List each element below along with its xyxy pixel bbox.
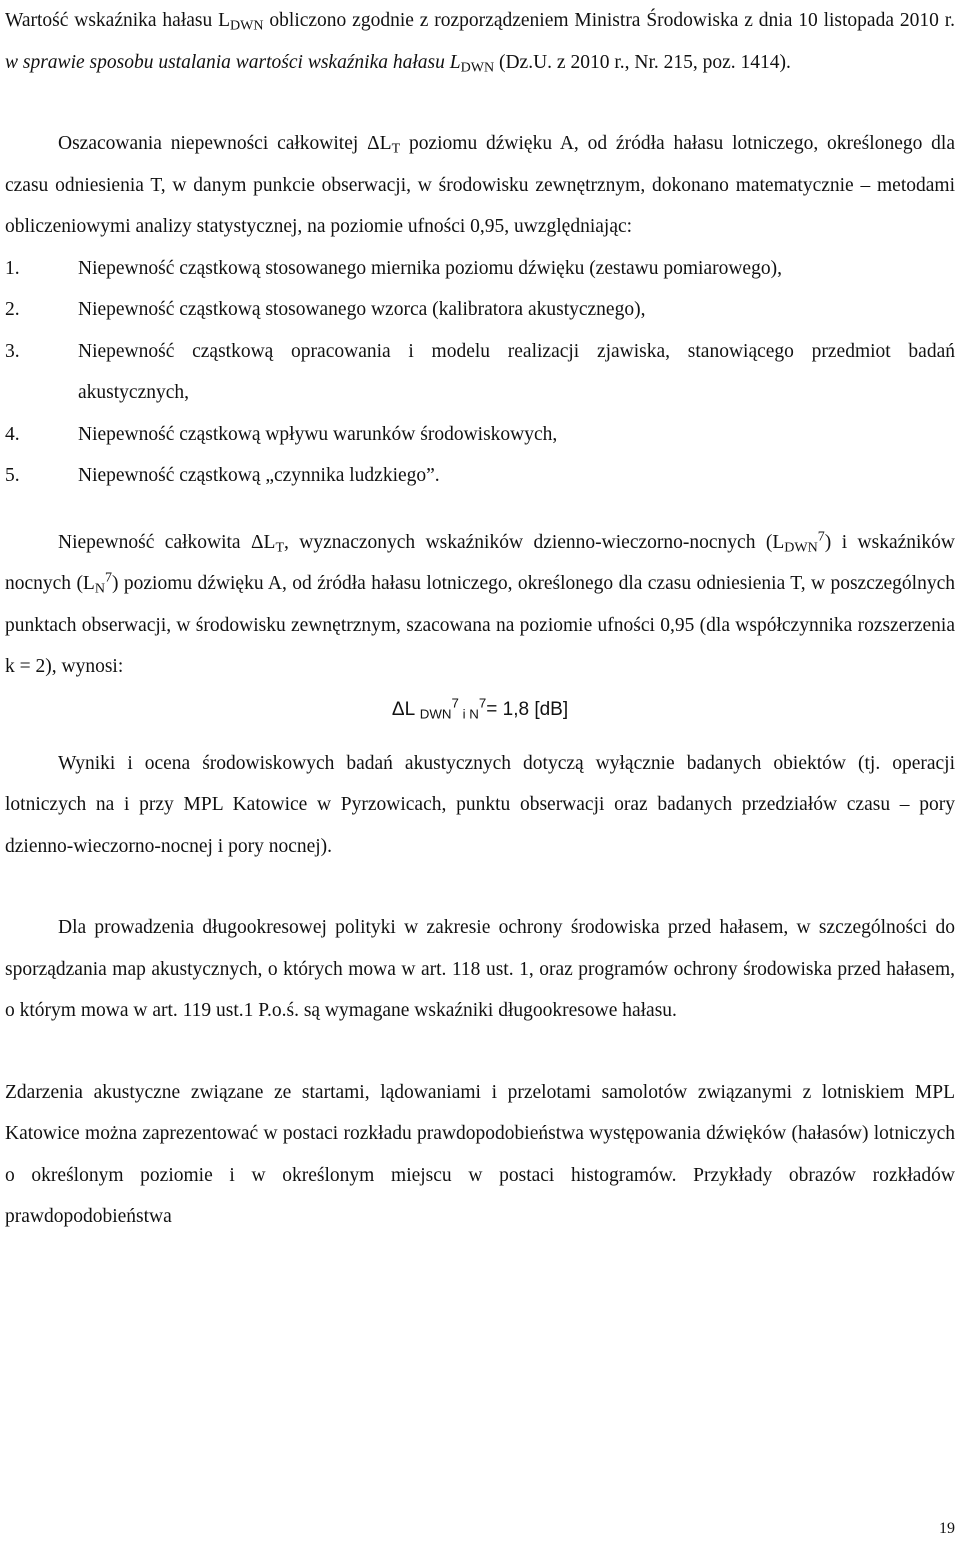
list-number: 2.: [5, 299, 20, 320]
list-item: [5, 455, 955, 497]
subscript: T: [391, 140, 401, 157]
list-text: Niepewność cząstkową stosowanego wzorca (kalibratora akustycznego),: [78, 299, 646, 320]
paragraph-total-uncertainty: [5, 522, 955, 688]
text-segment: ) poziomu dźwięku A, od źródła hałasu lotniczego, określonego dla czasu odniesienia T, w poszczególnych punktach obserwacji, w środowisku zewnętrznym, szacowana na poziomie ufności 0,95 (dla współczynnika rozszerzenia k = 2), wynosi:: [5, 573, 956, 677]
list-text: Niepewność cząstkową wpływu warunków środowiskowych,: [78, 423, 558, 445]
regulation-title: w sprawie sposobu ustalania wartości wskaźnika hałasu L: [5, 51, 461, 73]
list-item: [5, 414, 955, 456]
superscript: 7: [451, 695, 459, 711]
list-number: 5.: [5, 465, 20, 486]
list-item: [5, 289, 955, 331]
subscript: DWN: [419, 705, 452, 721]
list-item: [5, 331, 955, 414]
superscript: 7: [817, 527, 825, 544]
text-segment: Wartość wskaźnika hałasu L: [5, 10, 231, 31]
subscript: N: [94, 580, 105, 597]
list-text: Niepewność cząstkową „czynnika ludzkiego”.: [78, 465, 440, 486]
subscript: DWN: [230, 17, 264, 34]
text-segment: Oszacowania niepewności całkowitej ΔL: [58, 133, 392, 154]
page-number: 19: [939, 1520, 955, 1537]
superscript: 7: [105, 569, 113, 586]
subscript: DWN: [460, 59, 495, 75]
text-segment: (Dz.U. z 2010 r., Nr. 215, poz. 1414).: [494, 51, 791, 73]
subscript: DWN: [784, 539, 818, 555]
paragraph-acoustic-events: Zdarzenia akustyczne związane ze startami, lądowaniami i przelotami samolotów związanymi z lotniskiem MPL Katowice można zaprezentować w postaci rozkładu prawdopodobieństwa występowania dźwięków (hałasów) lotniczych o określonym poziomie i w określonym miejscu w postaci histogramów. Przykłady obrazów rozkładów prawdopodobieństwa: [5, 1081, 955, 1227]
uncertainty-list: [5, 248, 955, 497]
superscript: 7: [478, 695, 487, 711]
text-segment: ) i wskaźników nocnych (L: [5, 531, 955, 594]
paragraph-long-term-policy: Dla prowadzenia długookresowej polityki w zakresie ochrony środowiska przed hałasem, w szczególności do sporządzania map akustycznych, o których mowa w art. 118 ust. 1, oraz programów ochrony środowiska przed hałasem, o którym mowa w art. 119 ust.1 P.o.ś. są wymagane wskaźniki długookresowe hałasu.: [5, 917, 955, 1021]
paragraph-results-scope: Wyniki i ocena środowiskowych badań akustycznych dotyczą wyłącznie badanych obiektów (tj. operacji lotniczych na i przy MPL Katowice w Pyrzowicach, punktu obserwacji oraz badanych przedziałów czasu – pory dzienno-wieczorno-nocnej i pory nocnej).: [5, 752, 955, 857]
formula-text: ΔL: [391, 698, 420, 720]
list-text: Niepewność cząstkową opracowania i modelu realizacji zjawiska, stanowiącego przedmiot badań akustycznych,: [78, 340, 955, 403]
list-text: Niepewność cząstkową stosowanego miernika poziomu dźwięku (zestawu pomiarowego),: [78, 257, 782, 279]
list-item: [5, 248, 955, 290]
text-segment: , wyznaczonych wskaźników dzienno-wieczorno-nocnych (L: [284, 531, 785, 553]
text-segment: Niepewność całkowita ΔL: [58, 531, 276, 553]
list-number: 1.: [5, 257, 20, 279]
subscript: T: [275, 539, 285, 555]
formula-text: = 1,8 [dB]: [486, 698, 569, 720]
text-segment: obliczono zgodnie z rozporządzeniem Ministra Środowiska z dnia 10 listopada 2010 r.: [263, 10, 955, 31]
list-number: 3.: [5, 340, 20, 362]
text-segment: poziomu dźwięku A, od źródła hałasu lotniczego, określonego dla czasu odniesienia T, w danym punkcie obserwacji, w środowisku zewnętrznym, dokonano matematycznie – metodami obliczeniowymi analizy statystycznej, na poziomie ufności 0,95, uwzględniając:: [5, 133, 955, 237]
list-number: 4.: [5, 423, 20, 445]
paragraph-uncertainty-estimation: [5, 123, 955, 248]
uncertainty-formula: [5, 695, 955, 725]
subscript: i N: [458, 705, 479, 721]
paragraph-noise-indicator: [5, 0, 955, 83]
document-page: [5, 0, 955, 1238]
